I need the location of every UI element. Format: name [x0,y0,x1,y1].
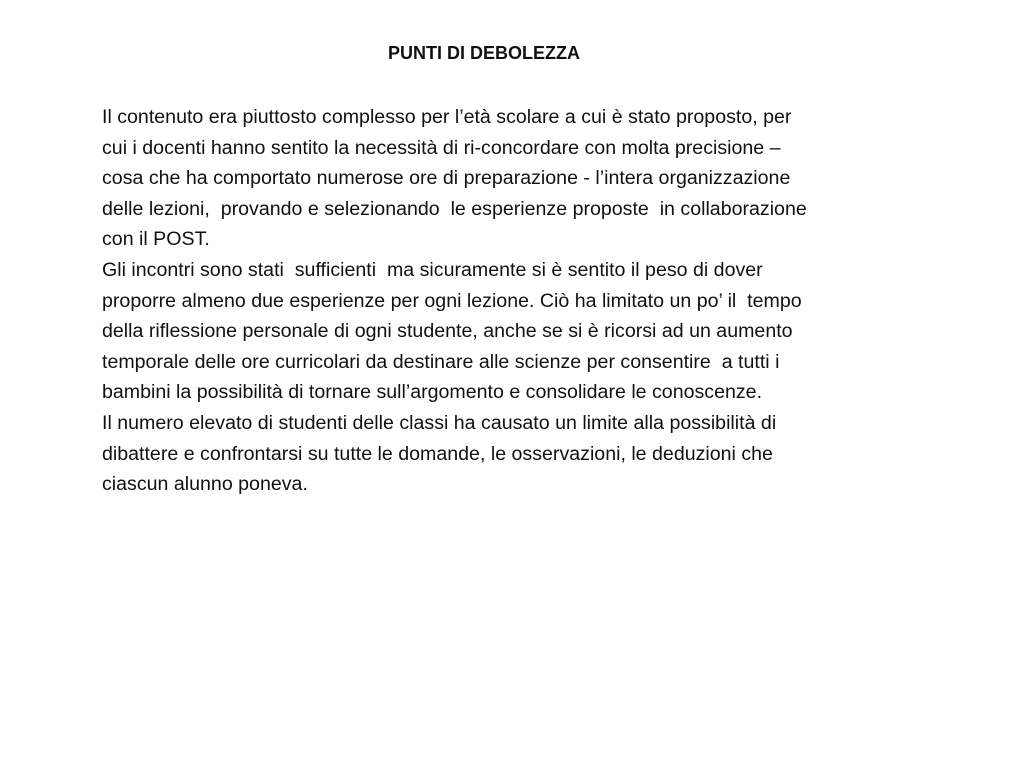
text-line: con il POST. [102,228,210,251]
text-line: temporale delle ore curricolari da destinare alle scienze per consentire a tutti i [102,350,780,373]
text-line: cosa che ha comportato numerose ore di preparazione - l’intera organizzazione [102,167,791,190]
slide-body [102,102,962,500]
text-line: Gli incontri sono stati sufficienti ma sicuramente si è sentito il peso di dover [102,258,763,281]
text-line: dibattere e confrontarsi su tutte le domande, le osservazioni, le deduzioni che [102,442,773,465]
text-line: Il contenuto era piuttosto complesso per l’età scolare a cui è stato proposto, per [102,106,792,128]
text-line: cui i docenti hanno sentito la necessità di ri-concordare con molta precisione – [102,136,781,159]
text-line: proporre almeno due esperienze per ogni lezione. Ciò ha limitato un po’ il tempo [102,289,802,312]
text-line: della riflessione personale di ogni studente, anche se si è ricorsi ad un aumento [102,320,793,343]
text-line: Il numero elevato di studenti delle classi ha causato un limite alla possibilità di [102,411,777,434]
text-line: ciascun alunno poneva. [102,473,308,496]
paragraph-meetings [102,255,962,408]
slide-title: PUNTI DI DEBOLEZZA [388,43,580,63]
text-line: bambini la possibilità di tornare sull’argomento e consolidare le conoscenze. [102,381,763,404]
paragraph-class-size [102,408,962,500]
text-line: delle lezioni, provando e selezionando le esperienze proposte in collaborazione [102,197,807,220]
paragraph-content-complexity [102,102,962,255]
